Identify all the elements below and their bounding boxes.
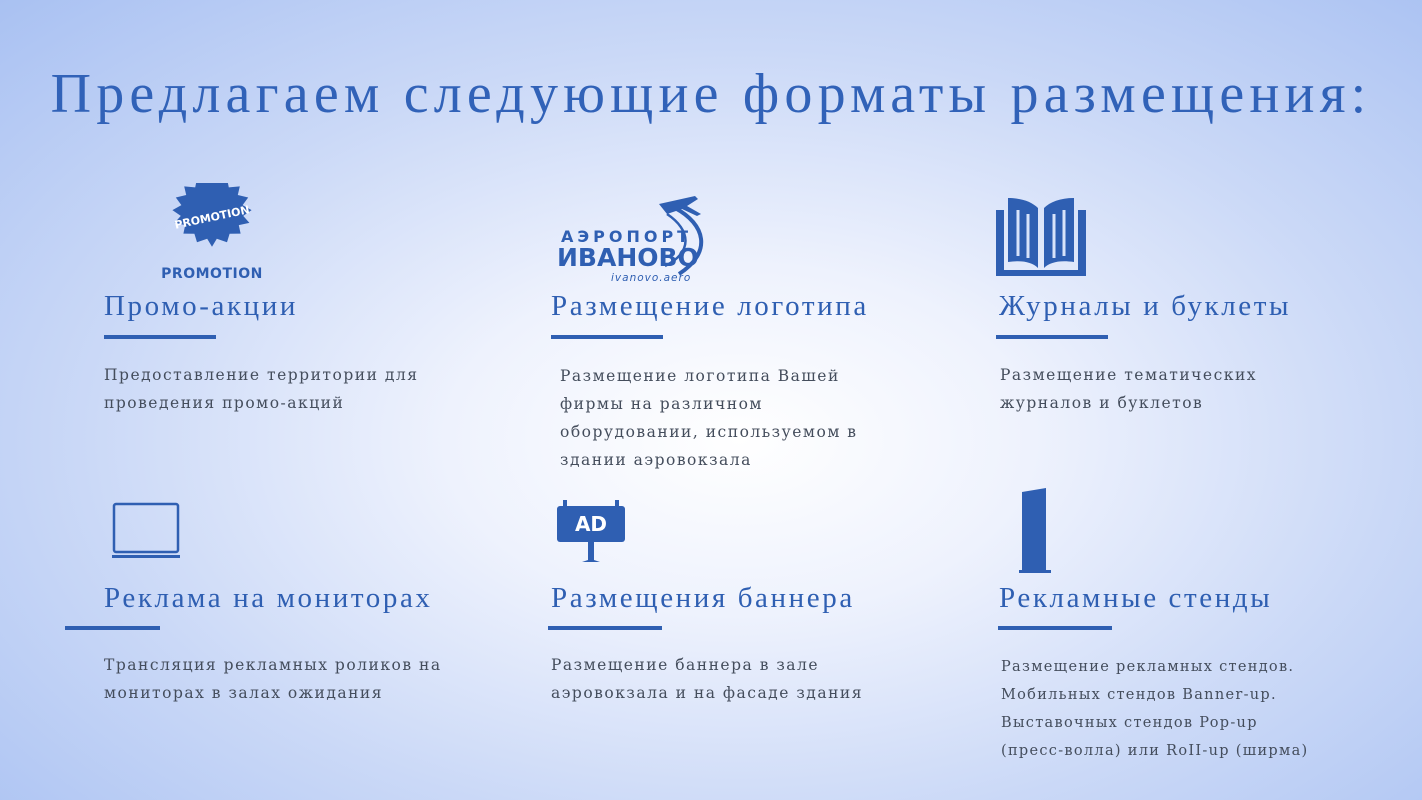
card-desc-banner: Размещение баннера в зале аэровокзала и на фасаде здания [551, 656, 864, 702]
slide-title: Предлагаем следующие форматы размещения: [50, 63, 1372, 125]
promotion-badge-text: PROMOTION [173, 203, 251, 232]
card-title-promo: Промо-акции [104, 290, 299, 322]
title-underline [65, 626, 160, 630]
card-desc-logo: Размещение логотипа Вашей фирмы на различном оборудовании, используемом в здании аэровокзала [560, 367, 858, 469]
card-title-magazines: Журналы и буклеты [999, 290, 1292, 322]
ad-banner-text: AD [574, 512, 608, 536]
card-desc-magazines: Размещение тематических журналов и буклетов [1000, 366, 1258, 412]
open-book-icon [996, 196, 1086, 278]
title-underline [996, 335, 1108, 339]
card-title-banner: Размещения баннера [551, 582, 855, 614]
logo-main-text: ИВАНОВО [557, 243, 699, 272]
logo-site-text: ivanovo.aero [611, 272, 692, 284]
title-underline [551, 335, 663, 339]
title-underline [548, 626, 662, 630]
rollup-stand-icon [1016, 488, 1056, 576]
promotion-label: PROMOTION [161, 266, 263, 282]
promotion-badge-icon [150, 183, 274, 283]
card-desc-promo: Предоставление территории для проведения промо-акций [104, 366, 419, 412]
card-desc-monitors: Трансляция рекламных роликов на мониторах в залах ожидания [104, 656, 442, 702]
title-underline [998, 626, 1112, 630]
card-title-stands: Рекламные стенды [999, 582, 1273, 614]
card-desc-stands: Размещение рекламных стендов. Мобильных стендов Banner-up. Выставочных стендов Pop-up (пресс-волла) или RoII-up (ширма) [1001, 659, 1309, 759]
logo-top-text: АЭРОПОРТ [561, 227, 693, 246]
card-title-monitors: Реклама на мониторах [104, 582, 433, 614]
ad-banner-icon [557, 500, 629, 564]
title-underline [104, 335, 216, 339]
monitor-icon [112, 502, 182, 560]
airport-logo-icon [555, 190, 725, 286]
card-title-logo: Размещение логотипа [551, 290, 869, 322]
